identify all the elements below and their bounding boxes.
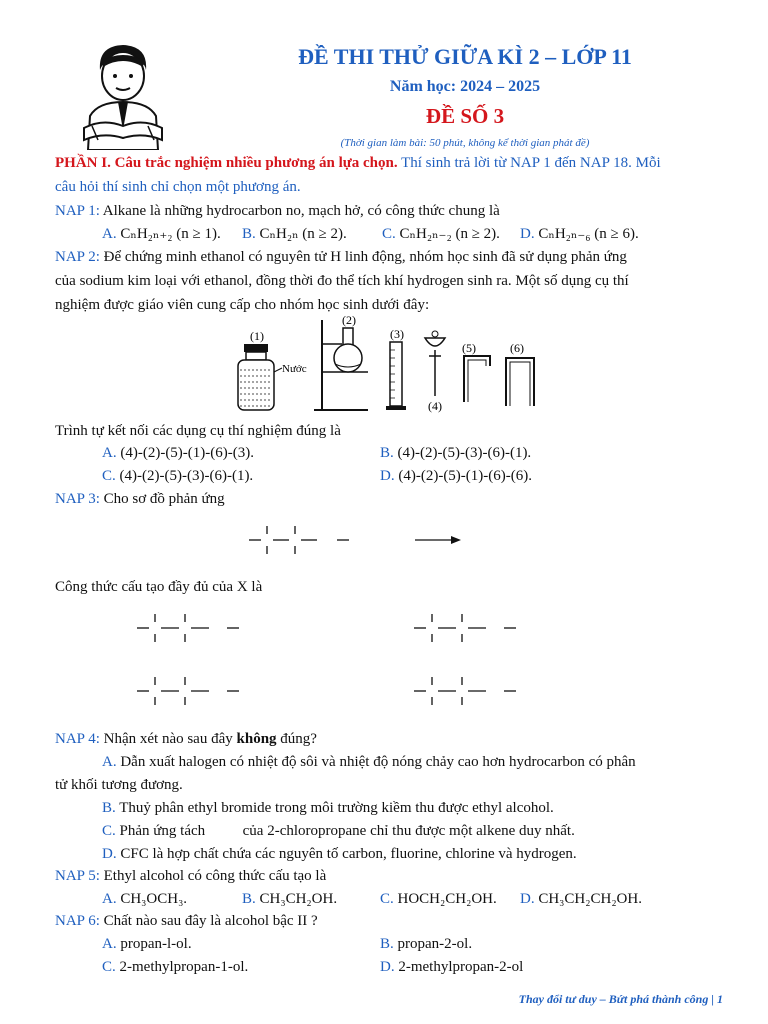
q4-option-a[interactable]: [102, 751, 732, 773]
q2-label: NAP 2:: [55, 249, 100, 265]
question-6: [55, 910, 725, 932]
q2-option-a[interactable]: [102, 442, 254, 464]
option-text: CH₃CH₂CH₂OH.: [534, 891, 642, 907]
q5-option-c[interactable]: [380, 888, 497, 910]
option-label: A.: [102, 936, 117, 952]
part1-heading-line: [55, 152, 725, 174]
exam-number: ĐỀ SỐ 3: [425, 104, 505, 128]
school-year: Năm học: 2024 – 2025: [389, 78, 541, 95]
option-label: B.: [380, 936, 394, 952]
q3-structure-option-b[interactable]: [412, 610, 522, 646]
q1-label: NAP 1:: [55, 203, 100, 219]
option-label: C.: [102, 468, 116, 484]
option-text: Thuỷ phân ethyl bromide trong môi trường kiềm thu được ethyl alcohol.: [115, 800, 554, 816]
q4-text: Nhận xét nào sau đây: [99, 731, 237, 747]
option-text: CₙH₂ₙ₋₂ (n ≥ 2).: [395, 226, 500, 242]
q1-option-c[interactable]: [382, 223, 500, 245]
q1-text: Alkane là những hydrocarbon no, mạch hở, có công thức chung là: [99, 203, 500, 219]
q2-text-3: nghiệm được giáo viên cung cấp cho nhóm học sinh dưới đây:: [55, 297, 430, 313]
option-label: B.: [242, 226, 256, 242]
apparatus-label-5: (5): [462, 341, 476, 355]
option-text: CₙH₂ₙ₊₂ (n ≥ 1).: [116, 226, 221, 242]
option-label: D.: [102, 846, 117, 862]
q1-option-b[interactable]: [242, 223, 347, 245]
option-text: propan-2-ol.: [393, 936, 473, 952]
q2-text-2: của sodium kim loại với ethanol, đồng thời đo thể tích khí hydrogen sinh ra. Một số dụng cụ thí: [55, 273, 629, 289]
q3-structure-option-d[interactable]: [412, 673, 522, 709]
q4-option-b[interactable]: [102, 797, 554, 819]
q6-label: NAP 6:: [55, 913, 100, 929]
q4-label: NAP 4:: [55, 731, 100, 747]
option-label: A.: [102, 226, 117, 242]
q1-option-a[interactable]: [102, 223, 221, 245]
time-note: (Thời gian làm bài: 50 phút, không kể thời gian phát đề): [340, 137, 590, 149]
part1-instr: Thí sinh trả lời từ NAP 1 đến NAP 18. Mỗi: [397, 155, 661, 171]
q2-option-d[interactable]: [380, 465, 532, 487]
option-label: B.: [380, 445, 394, 461]
question-2: [55, 246, 725, 268]
q5-label: NAP 5:: [55, 868, 100, 884]
apparatus-label-1: (1): [250, 329, 264, 343]
apparatus-label-3: (3): [390, 327, 404, 341]
option-label: D.: [520, 891, 535, 907]
option-label: A.: [102, 445, 117, 461]
q3-prompt: Công thức cấu tạo đầy đủ của X là: [55, 579, 263, 595]
q4-option-a-cont: tử khối tương đương.: [55, 777, 183, 793]
water-label: Nước: [282, 363, 307, 375]
q3-structure-option-c[interactable]: [135, 673, 245, 709]
question-5: [55, 865, 725, 887]
q6-option-d[interactable]: [380, 956, 523, 978]
q5-text: Ethyl alcohol có công thức cấu tạo là: [99, 868, 327, 884]
apparatus-label-6: (6): [510, 341, 524, 355]
option-label: D.: [520, 226, 535, 242]
q2-text-1: Để chứng minh ethanol có nguyên tử H linh động, nhóm học sinh đã sử dụng phản ứng: [99, 249, 627, 265]
q5-option-d[interactable]: [520, 888, 642, 910]
q4-option-c[interactable]: [102, 820, 575, 842]
page-footer: Thay đổi tư duy – Bứt phá thành công | 1: [518, 992, 723, 1006]
option-label: A.: [102, 754, 117, 770]
option-text: (4)-(2)-(5)-(1)-(6)-(6).: [394, 468, 533, 484]
option-label: C.: [102, 959, 116, 975]
q2-option-b[interactable]: [380, 442, 531, 464]
option-label: B.: [242, 891, 256, 907]
part1-instr2: câu hỏi thí sinh chỉ chọn một phương án.: [55, 179, 301, 195]
option-text: (4)-(2)-(5)-(3)-(6)-(1).: [393, 445, 532, 461]
q2-prompt: Trình tự kết nối các dụng cụ thí nghiệm đúng là: [55, 423, 341, 439]
option-label: A.: [102, 891, 117, 907]
apparatus-label-4: (4): [428, 399, 442, 413]
option-text: CFC là hợp chất chứa các nguyên tố carbon, fluorine, chlorine và hydrogen.: [116, 846, 577, 862]
question-3: [55, 488, 725, 510]
part1-heading: PHẦN I. Câu trắc nghiệm nhiều phương án lựa chọn.: [55, 155, 398, 171]
lab-apparatus-diagram: [230, 314, 540, 414]
option-text: 2-methylpropan-1-ol.: [115, 959, 249, 975]
option-text: CₙH₂ₙ (n ≥ 2).: [255, 226, 347, 242]
q3-structure-option-a[interactable]: [135, 610, 245, 646]
option-text: Dẫn xuất halogen có nhiệt độ sôi và nhiệt độ nóng chảy cao hơn hydrocarbon có phân: [116, 754, 636, 770]
question-4: [55, 728, 725, 750]
option-text: propan-l-ol.: [116, 936, 192, 952]
option-label: C.: [382, 226, 396, 242]
option-text: (4)-(2)-(5)-(1)-(6)-(3).: [116, 445, 255, 461]
q5-option-b[interactable]: [242, 888, 337, 910]
option-text: CH₃OCH₃.: [116, 891, 188, 907]
option-text: CH₃CH₂OH.: [255, 891, 338, 907]
apparatus-label-2: (2): [342, 314, 356, 327]
option-label: C.: [380, 891, 394, 907]
q3-text: Cho sơ đồ phản ứng: [99, 491, 225, 507]
option-label: C.: [102, 823, 116, 839]
q6-option-b[interactable]: [380, 933, 472, 955]
question-1: [55, 200, 725, 222]
q1-option-d[interactable]: [520, 223, 639, 245]
reaction-scheme: [245, 522, 465, 558]
option-label: D.: [380, 959, 395, 975]
option-text: 2-methylpropan-2-ol: [394, 959, 524, 975]
option-text: Phản ứng tách của 2-chloropropane chỉ thu được một alkene duy nhất.: [115, 823, 575, 839]
q4-option-d[interactable]: [102, 843, 577, 865]
option-label: D.: [380, 468, 395, 484]
q6-option-a[interactable]: [102, 933, 192, 955]
exam-title: ĐỀ THI THỬ GIỮA KÌ 2 – LỚP 11: [298, 44, 632, 69]
option-text: HOCH₂CH₂OH.: [393, 891, 497, 907]
option-text: (4)-(2)-(5)-(3)-(6)-(1).: [115, 468, 254, 484]
q3-label: NAP 3:: [55, 491, 100, 507]
q6-option-c[interactable]: [102, 956, 248, 978]
q5-option-a[interactable]: [102, 888, 187, 910]
q4-emphasis: không: [236, 731, 277, 747]
q2-option-c[interactable]: [102, 465, 253, 487]
option-text: CₙH₂ₙ₋₆ (n ≥ 6).: [534, 226, 639, 242]
q4-text-end: đúng?: [276, 731, 317, 747]
option-label: B.: [102, 800, 116, 816]
q6-text: Chất nào sau đây là alcohol bậc II ?: [99, 913, 318, 929]
